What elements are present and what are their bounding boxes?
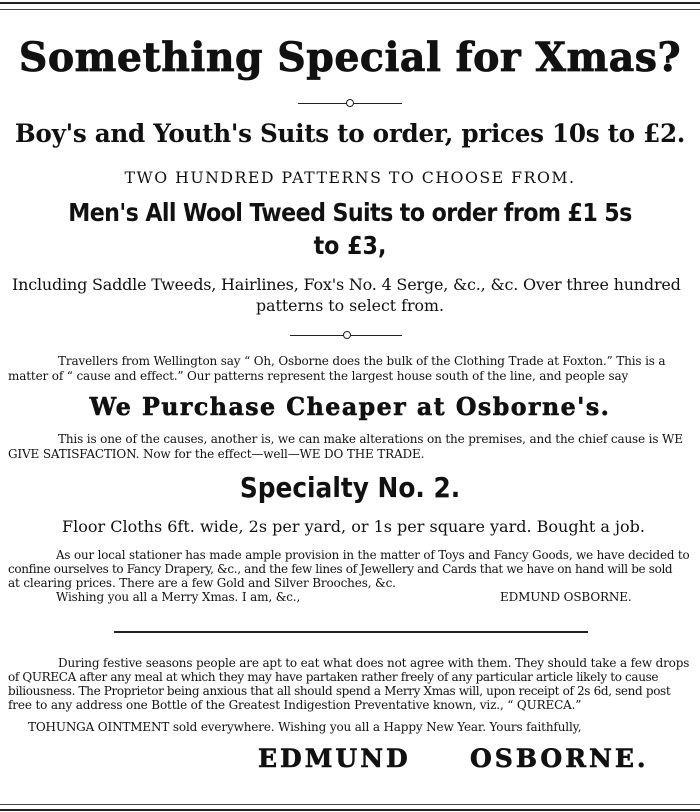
travellers-line-1: Travellers from Wellington say “ Oh, Osborne does the bulk of the Clothing Trade at Foxton.” This is a [58, 354, 666, 368]
tohunga-line: TOHUNGA OINTMENT sold everywhere. Wishing you all a Happy New Year. Yours faithfully, [28, 720, 582, 734]
festive-line-4: free to any address one Bottle of the Greatest Indigestion Preventative known, viz., “ QURECA.” [8, 698, 582, 712]
patterns-line: TWO HUNDRED PATTERNS TO CHOOSE FROM. [124, 168, 576, 187]
including-line-2: patterns to select from. [255, 296, 445, 315]
divider-ring-ornament [343, 331, 351, 339]
festive-line-3: biliousness. The Proprietor being anxious that all should spend a Merry Xmas will, upon receipt of 2s 6d, send post [8, 684, 671, 698]
mens-suits-line-1: Men's All Wool Tweed Suits to order from £1 5s [68, 198, 632, 227]
signature-small: EDMUND OSBORNE. [500, 590, 632, 604]
signature-last-name: OSBORNE. [470, 744, 649, 773]
specialty-heading: Specialty No. 2. [239, 471, 461, 504]
signature-first-name: EDMUND [258, 744, 411, 773]
mens-suits-line-2: to £3, [313, 231, 387, 260]
we-purchase-slogan: We Purchase Cheaper at Osborne's. [89, 392, 611, 421]
including-line-1: Including Saddle Tweeds, Hairlines, Fox's No. 4 Serge, &c., &c. Over three hundred [12, 275, 681, 294]
festive-line-2: of QURECA after any meal at which they may have partaken rather freely of any particular article likely to cause [8, 670, 659, 684]
headline: Something Special for Xmas? [18, 34, 682, 81]
boys-suits-line: Boy's and Youth's Suits to order, prices 10s to £2. [14, 119, 686, 148]
divider-ring-ornament [346, 99, 354, 107]
stationer-line-1: As our local stationer has made ample provision in the matter of Toys and Fancy Goods, we have decided to [56, 548, 690, 562]
bottom-border-rule [0, 804, 700, 811]
top-border-rule [0, 2, 700, 10]
causes-line-2: GIVE SATISFACTION. Now for the effect—well—WE DO THE TRADE. [8, 447, 425, 461]
stationer-line-2: confine ourselves to Fancy Drapery, &c., and the few lines of Jewellery and Cards that we have on hand will be sold [8, 562, 673, 576]
floor-cloths-line: Floor Cloths 6ft. wide, 2s per yard, or 1s per square yard. Bought a job. [62, 517, 645, 536]
stationer-line-3: at clearing prices. There are a few Gold and Silver Brooches, &c. [8, 576, 396, 590]
travellers-line-2: matter of “ cause and effect.” Our patterns represent the largest house south of the line, and people say [8, 369, 629, 383]
wishing-line: Wishing you all a Merry Xmas. I am, &c., [56, 590, 301, 604]
section-divider-rule [114, 631, 588, 633]
festive-line-1: During festive seasons people are apt to eat what does not agree with them. They should take a few drops [58, 656, 690, 670]
causes-line-1: This is one of the causes, another is, we can make alterations on the premises, and the chief cause is WE [58, 432, 683, 446]
